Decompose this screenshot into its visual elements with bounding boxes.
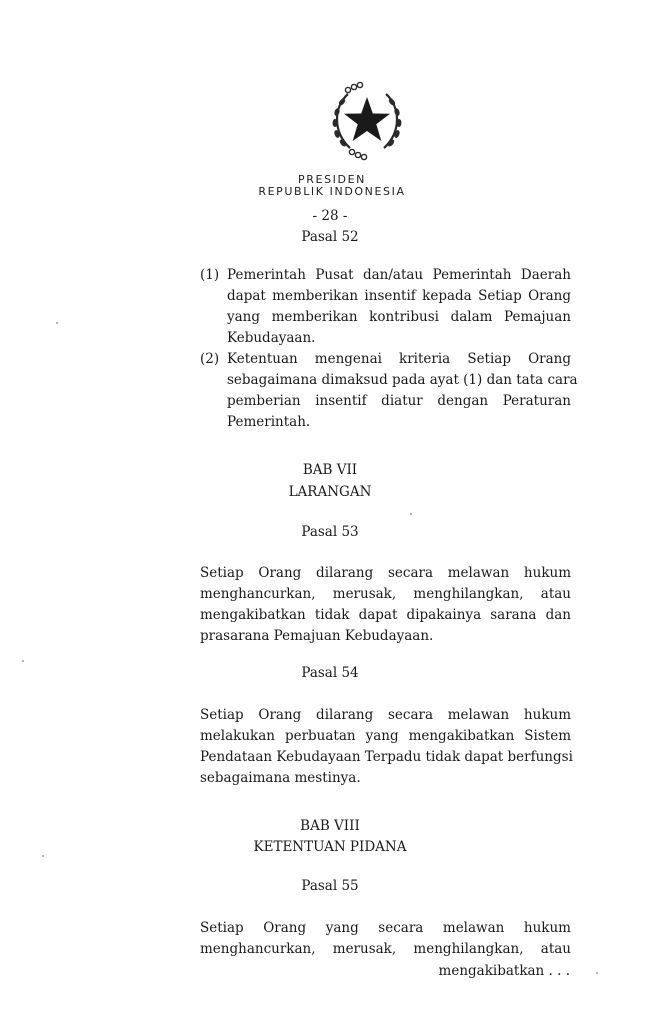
item-line: Kebudayaan.	[227, 330, 316, 346]
paragraph-line: sebagaimana mestinya.	[200, 770, 361, 786]
pasal-52-title: Pasal 52	[301, 229, 359, 245]
scan-speck	[596, 972, 598, 974]
scan-speck	[410, 513, 412, 515]
bab-8-title: BAB VIII	[300, 818, 360, 834]
paragraph-line: mengakibatkan tidak dapat dipakainya sarana dan	[200, 607, 571, 623]
paragraph-line: Setiap Orang dilarang secara melawan hukum	[200, 707, 571, 723]
item-line: Ketentuan mengenai kriteria Setiap Orang	[227, 351, 571, 367]
item-line: Pemerintah Pusat dan/atau Pemerintah Daerah	[227, 267, 571, 283]
item-number: (1)	[200, 267, 220, 283]
pasal-55-text	[200, 918, 571, 960]
pasal-54-text	[200, 705, 571, 789]
paragraph-line: Setiap Orang dilarang secara melawan hukum	[200, 565, 571, 581]
item-line: sebagaimana dimaksud pada ayat (1) dan tata cara	[227, 372, 578, 388]
scan-speck	[42, 855, 44, 857]
paragraph-line: Pendataan Kebudayaan Terpadu tidak dapat berfungsi	[200, 749, 573, 765]
item-line: yang memberikan kontribusi dalam Pemajuan	[227, 309, 571, 325]
bab-7-subtitle: LARANGAN	[288, 484, 372, 500]
garuda-star-emblem-icon	[326, 80, 408, 162]
header-presiden: PRESIDEN	[298, 173, 366, 186]
scan-speck	[56, 322, 58, 324]
paragraph-line: melakukan perbuatan yang mengakibatkan Sistem	[200, 728, 571, 744]
paragraph-line: prasarana Pemajuan Kebudayaan.	[200, 628, 434, 644]
paragraph-line: menghancurkan, merusak, menghilangkan, atau	[200, 941, 571, 957]
header-republik-indonesia: REPUBLIK INDONESIA	[258, 185, 406, 198]
item-number: (2)	[200, 351, 220, 367]
paragraph-line: menghancurkan, merusak, menghilangkan, atau	[200, 586, 571, 602]
item-line: pemberian insentif diatur dengan Peraturan	[227, 393, 571, 409]
pasal-53-title: Pasal 53	[301, 524, 359, 540]
scan-speck	[22, 660, 24, 662]
item-line: dapat memberikan insentif kepada Setiap Orang	[227, 288, 571, 304]
bab-7-title: BAB VII	[302, 462, 358, 478]
paragraph-line: Setiap Orang yang secara melawan hukum	[200, 920, 571, 936]
pasal-54-title: Pasal 54	[301, 665, 359, 681]
bab-8-subtitle: KETENTUAN PIDANA	[253, 839, 407, 855]
continuation-text: mengakibatkan . . .	[438, 963, 570, 979]
page-number: - 28 -	[312, 208, 348, 224]
item-line: Pemerintah.	[227, 414, 311, 430]
pasal-55-title: Pasal 55	[301, 878, 359, 894]
pasal-53-text	[200, 563, 571, 647]
